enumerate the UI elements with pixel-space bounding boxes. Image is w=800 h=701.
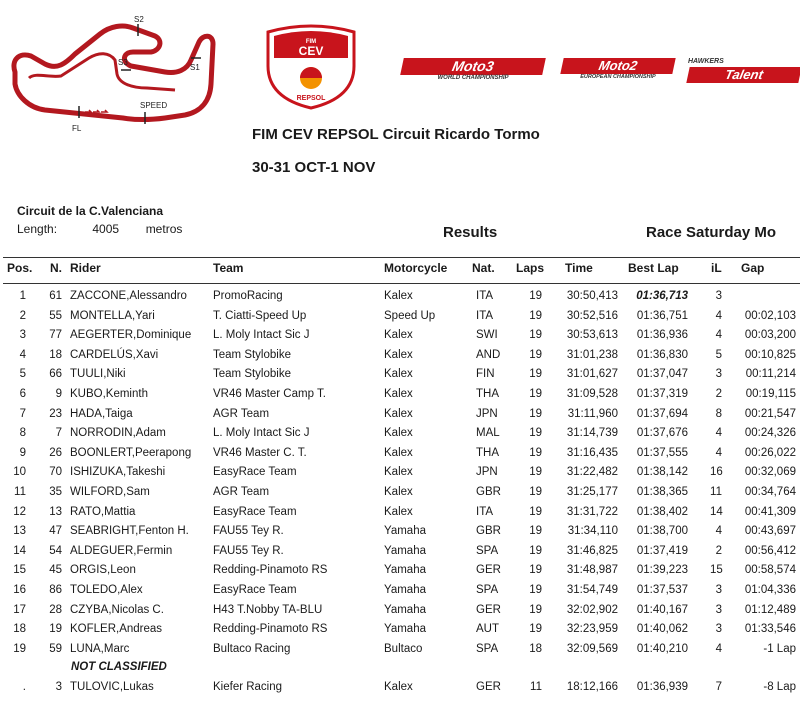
talent-cup-logo — [688, 58, 800, 84]
cell-team: Redding-Pinamoto RS — [213, 564, 328, 577]
col-header-il: iL — [711, 261, 722, 275]
cell-team: PromoRacing — [213, 290, 283, 302]
cell-time: 30:52,516 — [566, 309, 618, 322]
cell-il: 14 — [710, 505, 723, 518]
sector-label-s2: S2 — [134, 15, 144, 24]
cell-time: 31:16,435 — [566, 446, 618, 459]
cell-num: 47 — [49, 525, 62, 538]
cell-best: 01:36,939 — [636, 681, 688, 693]
circuit-map — [5, 12, 225, 137]
cell-laps: 19 — [529, 368, 542, 381]
cell-time: 31:22,482 — [566, 466, 618, 479]
cell-gap: 00:02,103 — [744, 309, 796, 322]
cell-pos: 3 — [19, 329, 26, 342]
cell-nat: GBR — [476, 525, 501, 538]
cell-time: 31:34,110 — [567, 525, 618, 538]
cell-gap: 00:34,764 — [744, 486, 796, 498]
moto3-logo-name: Moto3 — [400, 58, 546, 75]
col-header-laps: Laps — [516, 261, 545, 275]
cell-il: 3 — [715, 603, 722, 616]
cell-team: L. Moly Intact Sic J — [213, 329, 310, 342]
cell-pos: 19 — [13, 642, 26, 655]
cell-num: 61 — [49, 290, 62, 302]
cell-rider: SEABRIGHT,Fenton H. — [70, 525, 189, 538]
col-header-rider: Rider — [70, 261, 101, 275]
cell-team: AGR Team — [213, 486, 270, 498]
moto3-logo — [402, 58, 544, 84]
cev-repsol-logo — [262, 22, 360, 110]
cell-moto: Yamaha — [384, 564, 426, 577]
cell-rider: CZYBA,Nicolas C. — [70, 603, 164, 616]
cell-nat: GER — [476, 603, 501, 616]
cell-pos: 1 — [19, 290, 26, 302]
cell-moto: Kalex — [384, 348, 413, 361]
cell-il: 3 — [715, 584, 722, 596]
cell-team: T. Ciatti-Speed Up — [213, 309, 307, 322]
cell-time: 30:50,413 — [566, 290, 618, 302]
table-row — [0, 427, 800, 447]
table-row — [0, 329, 800, 349]
cell-time: 18:12,166 — [566, 681, 618, 693]
cell-time: 30:53,613 — [566, 329, 618, 342]
cell-pos: 5 — [19, 368, 26, 381]
cell-gap: 00:58,574 — [744, 564, 796, 577]
cell-time: 31:09,528 — [566, 388, 618, 400]
cell-moto: Kalex — [384, 388, 413, 400]
cell-team: EasyRace Team — [213, 466, 297, 479]
table-header-row — [0, 261, 800, 281]
cell-team: VR46 Master C. T. — [213, 446, 307, 459]
cell-best: 01:37,676 — [636, 427, 688, 440]
table-row — [0, 349, 800, 369]
header-bottom-rule — [3, 283, 800, 284]
cell-pos: 4 — [19, 348, 26, 361]
session-heading: Race Saturday Mo — [646, 224, 777, 241]
cell-rider: BOONLERT,Peerapong — [70, 446, 192, 459]
cell-num: 18 — [49, 348, 62, 361]
cell-best: 01:37,319 — [636, 388, 688, 400]
moto2-logo — [562, 58, 674, 82]
cell-pos: 12 — [13, 505, 26, 518]
cell-rider: CARDELÚS,Xavi — [70, 348, 159, 361]
cell-team: FAU55 Tey R. — [213, 544, 284, 557]
event-date: 30-31 OCT-1 NOV — [252, 159, 376, 176]
cell-moto: Kalex — [384, 446, 413, 459]
cell-laps: 19 — [529, 348, 542, 361]
cell-team: FAU55 Tey R. — [213, 525, 284, 538]
cell-pos: . — [22, 681, 26, 693]
table-row — [0, 623, 800, 643]
header-top-rule — [3, 257, 800, 258]
cell-num: 70 — [49, 466, 62, 479]
table-row — [0, 368, 800, 388]
cell-il: 4 — [715, 642, 722, 655]
cell-gap: 00:10,825 — [744, 348, 796, 361]
cell-rider: KUBO,Keminth — [70, 388, 148, 400]
cell-gap: -1 Lap — [763, 642, 796, 655]
cell-rider: NORRODIN,Adam — [70, 427, 166, 440]
cell-laps: 19 — [529, 623, 542, 636]
cell-best: 01:37,537 — [636, 584, 688, 596]
cell-rider: AEGERTER,Dominique — [70, 329, 192, 342]
cell-rider: ORGIS,Leon — [70, 564, 136, 577]
cell-nat: SPA — [476, 642, 499, 655]
cell-best: 01:38,142 — [636, 466, 688, 479]
cell-laps: 19 — [529, 290, 542, 302]
col-header-num: N. — [50, 261, 62, 275]
cell-moto: Kalex — [384, 486, 413, 498]
table-row — [0, 447, 800, 467]
cell-rider: HADA,Taiga — [70, 407, 133, 420]
cell-gap: 00:41,309 — [744, 505, 796, 518]
cell-il: 5 — [715, 348, 722, 361]
cell-best: 01:37,047 — [636, 368, 688, 381]
cell-il: 8 — [715, 407, 722, 420]
cell-laps: 19 — [529, 486, 542, 498]
cell-gap: 01:12,489 — [744, 603, 796, 616]
cell-moto: Speed Up — [384, 309, 436, 322]
table-row — [0, 388, 800, 408]
cell-moto: Yamaha — [384, 584, 426, 596]
circuit-name: Circuit de la C.Valenciana — [17, 204, 164, 218]
cell-rider: ZACCONE,Alessandro — [70, 290, 187, 302]
col-header-pos: Pos. — [7, 261, 33, 275]
cell-num: 28 — [49, 603, 62, 616]
cell-moto: Kalex — [384, 329, 413, 342]
cell-rider: KOFLER,Andreas — [70, 623, 163, 636]
cell-gap: 01:33,546 — [744, 623, 796, 636]
cell-laps: 19 — [529, 525, 542, 538]
cell-pos: 9 — [19, 446, 26, 459]
circuit-track-outline — [14, 26, 213, 120]
cell-best: 01:37,555 — [636, 446, 688, 459]
table-row — [0, 525, 800, 545]
table-row — [0, 486, 800, 506]
cell-gap: 00:19,115 — [745, 388, 796, 400]
cell-rider: RATO,Mattia — [70, 505, 136, 518]
cell-rider: TOLEDO,Alex — [70, 584, 143, 596]
cell-num: 54 — [49, 544, 62, 557]
cell-nat: GBR — [476, 486, 501, 498]
cell-time: 32:23,959 — [566, 623, 618, 636]
cell-num: 55 — [49, 309, 62, 322]
cell-best: 01:36,751 — [636, 309, 688, 322]
cell-moto: Yamaha — [384, 623, 426, 636]
cell-il: 2 — [715, 388, 722, 400]
cell-laps: 18 — [529, 642, 542, 655]
cell-nat: SWI — [476, 329, 498, 342]
cell-pos: 15 — [13, 564, 26, 577]
cell-laps: 11 — [530, 681, 542, 693]
cell-rider: ALDEGUER,Fermin — [70, 544, 173, 557]
cell-num: 45 — [49, 564, 62, 577]
cell-time: 31:01,627 — [566, 368, 618, 381]
cell-moto: Kalex — [384, 466, 413, 479]
cell-moto: Yamaha — [384, 603, 426, 616]
moto2-logo-name: Moto2 — [560, 58, 675, 74]
moto2-logo-sub: EUROPEAN CHAMPIONSHIP — [580, 74, 656, 80]
cell-il: 3 — [715, 623, 722, 636]
cell-nat: THA — [476, 388, 499, 400]
cell-time: 31:48,987 — [566, 564, 618, 577]
cell-gap: 00:03,200 — [744, 329, 796, 342]
cell-time: 31:11,960 — [567, 407, 618, 420]
table-row — [0, 643, 800, 663]
cell-il: 15 — [710, 564, 723, 577]
cell-time: 31:01,238 — [566, 348, 618, 361]
cell-moto: Yamaha — [384, 544, 426, 557]
cell-nat: ITA — [476, 290, 494, 302]
cell-nat: SPA — [476, 584, 499, 596]
cell-best: 01:36,830 — [636, 348, 688, 361]
cell-laps: 19 — [529, 407, 542, 420]
cell-laps: 19 — [529, 309, 542, 322]
cell-gap: -8 Lap — [763, 681, 796, 693]
cell-nat: ITA — [476, 505, 494, 518]
table-row — [0, 310, 800, 330]
cell-rider: MONTELLA,Yari — [70, 309, 155, 322]
cell-laps: 19 — [529, 603, 542, 616]
length-value: 4005 — [92, 222, 120, 236]
cell-rider: TUULI,Niki — [70, 368, 126, 381]
cell-time: 31:14,739 — [566, 427, 618, 440]
cell-pos: 14 — [13, 544, 26, 557]
cell-team: AGR Team — [213, 407, 270, 420]
table-row — [0, 604, 800, 624]
cell-best: 01:36,713 — [636, 290, 688, 302]
cell-il: 4 — [715, 427, 722, 440]
cell-best: 01:38,402 — [636, 505, 688, 518]
length-unit: metros — [145, 222, 183, 236]
cell-il: 3 — [715, 368, 722, 381]
cell-moto: Kalex — [384, 368, 413, 381]
cell-moto: Kalex — [384, 505, 413, 518]
cell-nat: FIN — [476, 368, 495, 381]
cev-logo-sponsor: REPSOL — [296, 95, 326, 102]
cell-num: 26 — [49, 446, 62, 459]
cell-time: 32:09,569 — [566, 642, 618, 655]
table-row — [0, 584, 800, 604]
table-row — [0, 564, 800, 584]
cell-time: 31:31,722 — [566, 505, 618, 518]
cell-gap: 00:26,022 — [744, 446, 796, 459]
cell-pos: 7 — [19, 407, 26, 420]
cell-pos: 13 — [13, 525, 26, 538]
cell-gap: 00:43,697 — [744, 525, 796, 538]
cell-moto: Kalex — [384, 290, 413, 302]
cell-moto: Kalex — [384, 427, 413, 440]
cell-time: 31:46,825 — [566, 544, 618, 557]
sector-label-s3: S3 — [118, 58, 128, 67]
cell-team: Team Stylobike — [213, 348, 291, 361]
cell-team: Team Stylobike — [213, 368, 291, 381]
cell-num: 66 — [49, 368, 62, 381]
cell-nat: GER — [476, 681, 501, 693]
cell-il: 2 — [715, 544, 722, 557]
cell-rider: LUNA,Marc — [70, 642, 130, 655]
cell-num: 35 — [49, 486, 62, 498]
cell-pos: 17 — [13, 603, 26, 616]
cell-num: 13 — [49, 505, 62, 518]
moto3-logo-sub: WORLD CHAMPIONSHIP — [437, 75, 509, 81]
cell-pos: 11 — [14, 486, 26, 498]
cell-nat: GER — [476, 564, 501, 577]
cell-team: Bultaco Racing — [213, 642, 291, 655]
cell-team: H43 T.Nobby TA-BLU — [213, 603, 323, 616]
cell-gap: 00:21,547 — [744, 407, 796, 420]
page-title: FIM CEV REPSOL Circuit Ricardo Tormo — [252, 126, 540, 143]
col-header-nat: Nat. — [472, 261, 495, 275]
cell-num: 9 — [55, 388, 62, 400]
table-row — [0, 545, 800, 565]
col-header-time: Time — [565, 261, 593, 275]
cell-team: EasyRace Team — [213, 584, 297, 596]
cell-nat: JPN — [476, 466, 498, 479]
cell-gap: 00:56,412 — [744, 544, 796, 557]
cell-nat: SPA — [476, 544, 499, 557]
cev-logo-top: FIM — [305, 39, 317, 45]
cell-best: 01:40,062 — [636, 623, 688, 636]
cell-laps: 19 — [529, 388, 542, 400]
cell-pos: 16 — [13, 584, 26, 596]
cell-moto: Kalex — [384, 681, 413, 693]
cell-team: VR46 Master Camp T. — [213, 388, 326, 400]
talent-logo-top: HAWKERS — [688, 58, 724, 65]
cell-nat: JPN — [476, 407, 498, 420]
cell-laps: 19 — [529, 544, 542, 557]
cell-num: 3 — [55, 681, 62, 693]
cell-best: 01:37,419 — [636, 544, 688, 557]
cell-best: 01:40,167 — [636, 603, 688, 616]
cell-il: 11 — [710, 486, 722, 498]
cell-num: 86 — [49, 584, 62, 596]
cell-laps: 19 — [529, 505, 542, 518]
talent-logo-name: Talent — [686, 67, 800, 83]
cell-laps: 19 — [529, 584, 542, 596]
direction-arrows-icon — [85, 110, 107, 112]
cell-laps: 19 — [529, 427, 542, 440]
sector-label-s1: S1 — [190, 63, 200, 72]
cell-num: 23 — [49, 407, 62, 420]
cell-num: 59 — [49, 642, 62, 655]
cell-num: 7 — [55, 427, 62, 440]
cell-team: Redding-Pinamoto RS — [213, 623, 328, 636]
cell-il: 7 — [715, 681, 722, 693]
col-header-gap: Gap — [741, 261, 765, 275]
cell-gap: 00:32,069 — [744, 466, 796, 479]
cell-pos: 10 — [13, 466, 26, 479]
results-heading: Results — [443, 224, 498, 241]
col-header-motorcycle: Motorcycle — [384, 261, 448, 275]
cell-laps: 19 — [529, 446, 542, 459]
cell-nat: AND — [476, 348, 501, 361]
table-row — [0, 466, 800, 486]
cell-team: L. Moly Intact Sic J — [213, 427, 310, 440]
cell-best: 01:36,936 — [636, 329, 688, 342]
not-classified-label: NOT CLASSIFIED — [71, 661, 167, 673]
cell-laps: 19 — [529, 564, 542, 577]
cell-laps: 19 — [529, 466, 542, 479]
cell-il: 16 — [710, 466, 723, 479]
cell-moto: Bultaco — [384, 642, 423, 655]
cell-il: 4 — [715, 329, 722, 342]
cev-logo-main: CEV — [298, 44, 324, 58]
cell-rider: WILFORD,Sam — [70, 486, 150, 498]
finish-line-label: FL — [72, 124, 82, 133]
cell-il: 4 — [715, 446, 722, 459]
cell-nat: AUT — [476, 623, 499, 636]
table-row — [0, 506, 800, 526]
cell-il: 4 — [715, 309, 722, 322]
cell-rider: TULOVIC,Lukas — [70, 681, 154, 693]
table-row — [0, 290, 800, 310]
cell-time: 32:02,902 — [566, 603, 618, 616]
speed-trap-label: SPEED — [140, 101, 168, 110]
cell-num: 77 — [49, 329, 62, 342]
cell-moto: Yamaha — [384, 525, 426, 538]
cell-laps: 19 — [529, 329, 542, 342]
col-header-team: Team — [213, 261, 244, 275]
cell-nat: ITA — [476, 309, 494, 322]
cell-time: 31:25,177 — [566, 486, 618, 498]
cell-team: EasyRace Team — [213, 505, 297, 518]
circuit-length — [17, 222, 182, 236]
cell-il: 3 — [715, 290, 722, 302]
cell-moto: Kalex — [384, 407, 413, 420]
cell-pos: 2 — [19, 309, 26, 322]
cell-pos: 8 — [19, 427, 26, 440]
cell-gap: 00:24,326 — [744, 427, 796, 440]
cell-nat: THA — [476, 446, 499, 459]
cell-best: 01:37,694 — [636, 407, 688, 420]
cell-pos: 18 — [13, 623, 26, 636]
cell-time: 31:54,749 — [566, 584, 618, 596]
cell-best: 01:39,223 — [636, 564, 688, 577]
cell-team: Kiefer Racing — [213, 681, 283, 693]
cell-best: 01:40,210 — [636, 642, 688, 655]
col-header-best-lap: Best Lap — [628, 261, 679, 275]
cell-best: 01:38,700 — [636, 525, 688, 538]
cell-nat: MAL — [476, 427, 500, 440]
cell-best: 01:38,365 — [636, 486, 688, 498]
cell-num: 19 — [49, 623, 62, 636]
table-row — [0, 408, 800, 428]
length-label: Length: — [17, 222, 58, 236]
cell-rider: ISHIZUKA,Takeshi — [70, 466, 166, 479]
cell-gap: 00:11,214 — [745, 368, 796, 381]
cell-pos: 6 — [19, 388, 26, 400]
cell-il: 4 — [715, 525, 722, 538]
table-row — [0, 681, 800, 701]
cell-gap: 01:04,336 — [744, 584, 796, 596]
